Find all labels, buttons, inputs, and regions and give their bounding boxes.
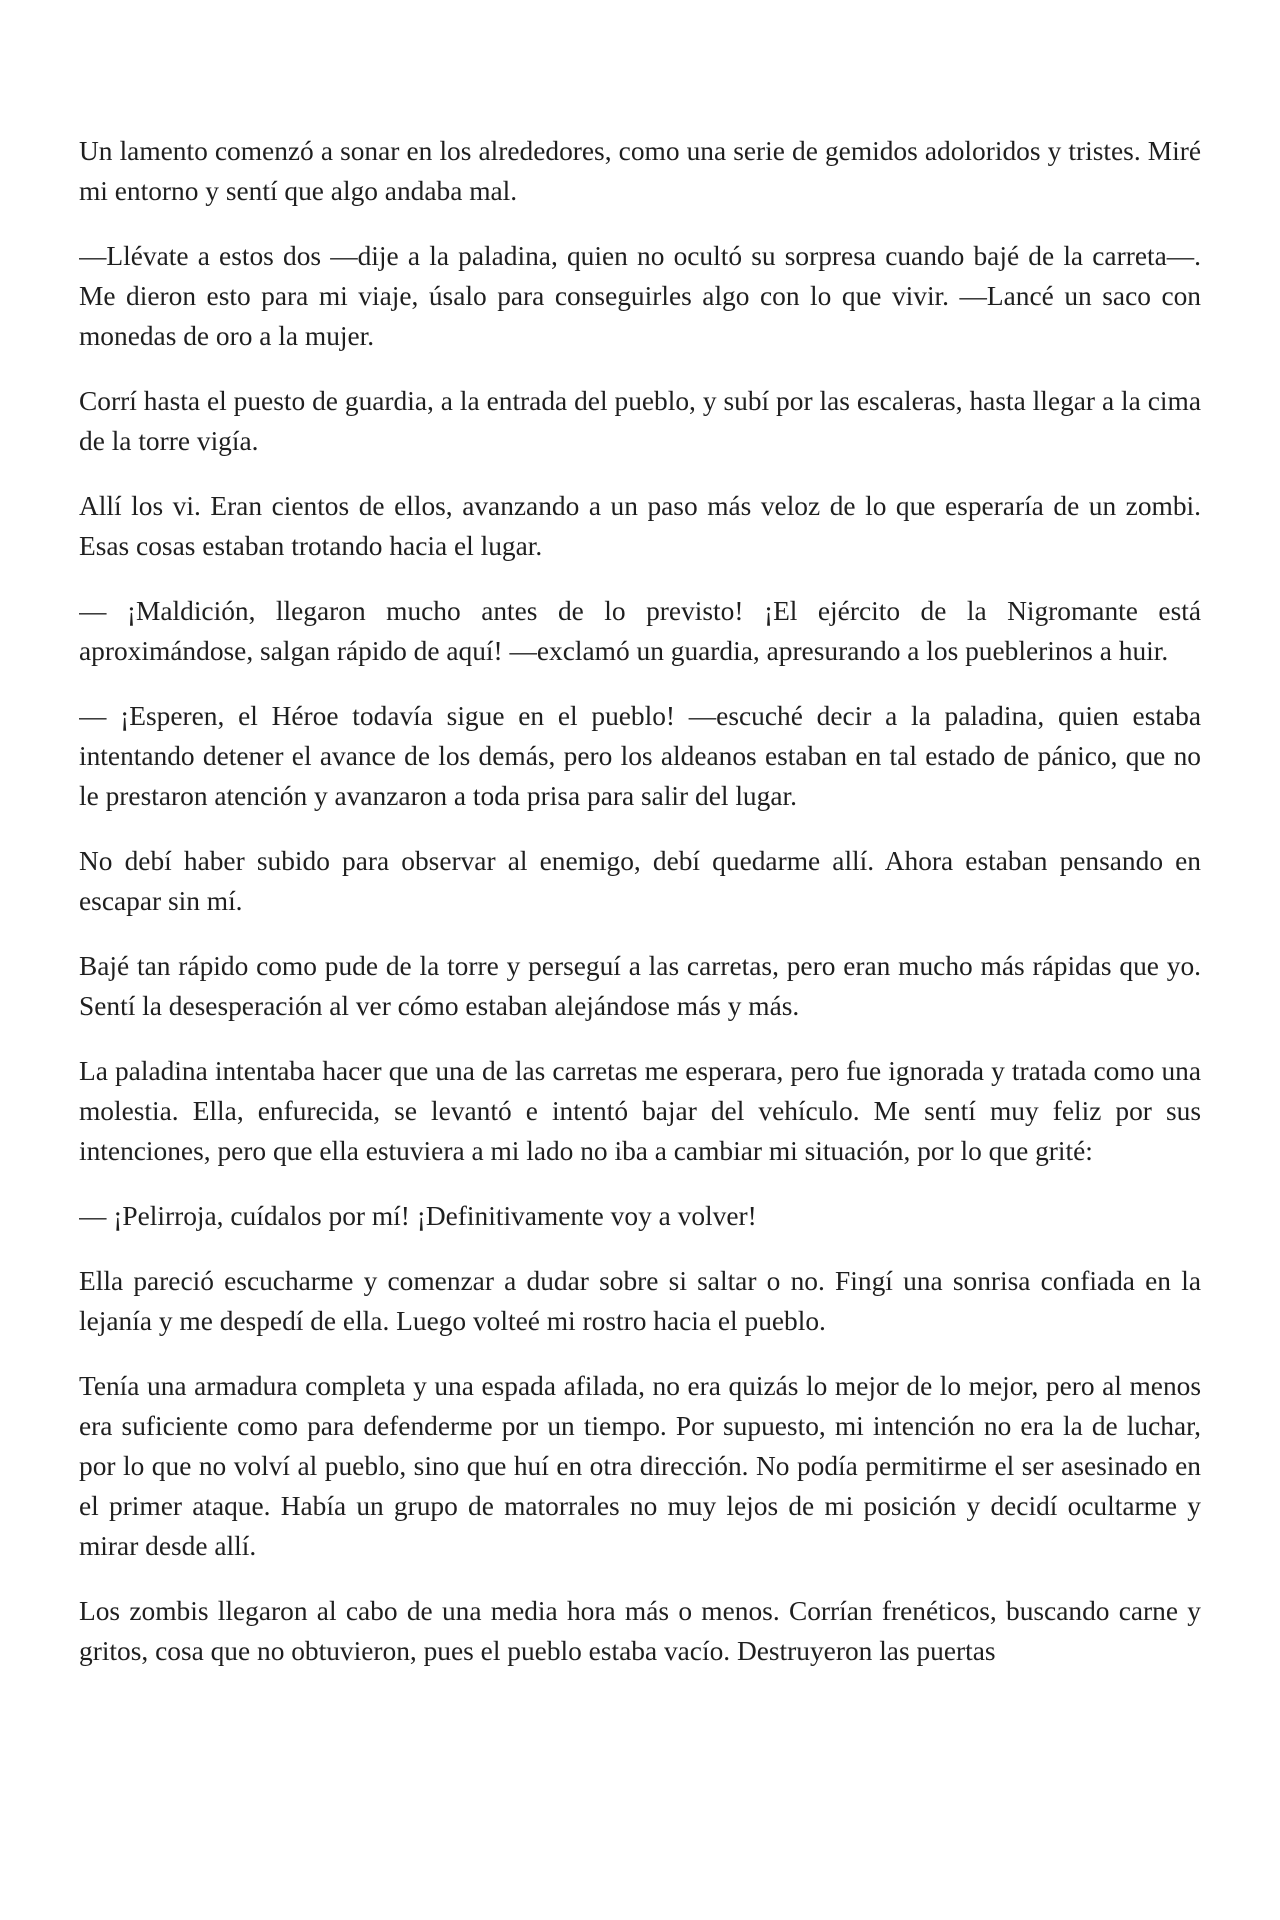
document-page — [79, 131, 1201, 1891]
paragraph: —Llévate a estos dos —dije a la paladina, quien no ocultó su sorpresa cuando bajé de la carreta—. Me dieron esto para mi viaje, úsalo para conseguirles algo con lo que vivir. —Lancé un saco con monedas de oro a la mujer. — [79, 241, 1201, 351]
paragraph: La paladina intentaba hacer que una de las carretas me esperara, pero fue ignorada y tratada como una molestia. Ella, enfurecida, se levantó e intentó bajar del vehículo. Me sentí muy feliz por sus intenciones, pero que ella estuviera a mi lado no iba a cambiar mi situación, por lo que grité: — [79, 1056, 1201, 1166]
paragraph: — ¡Esperen, el Héroe todavía sigue en el pueblo! —escuché decir a la paladina, quien estaba intentando detener el avance de los demás, pero los aldeanos estaban en tal estado de pánico, que no le prestaron atención y avanzaron a toda prisa para salir del lugar. — [79, 701, 1201, 811]
paragraph: Bajé tan rápido como pude de la torre y perseguí a las carretas, pero eran mucho más rápidas que yo. Sentí la desesperación al ver cómo estaban alejándose más y más. — [79, 951, 1201, 1021]
paragraph: — ¡Maldición, llegaron mucho antes de lo previsto! ¡El ejército de la Nigromante está aproximándose, salgan rápido de aquí! —exclamó un guardia, apresurando a los pueblerinos a huir. — [79, 596, 1201, 666]
paragraph: — ¡Pelirroja, cuídalos por mí! ¡Definitivamente voy a volver! — [79, 1201, 757, 1231]
paragraph: Un lamento comenzó a sonar en los alrededores, como una serie de gemidos adoloridos y tristes. Miré mi entorno y sentí que algo andaba mal. — [79, 136, 1201, 206]
paragraph: Los zombis llegaron al cabo de una media hora más o menos. Corrían frenéticos, buscando carne y gritos, cosa que no obtuvieron, pues el pueblo estaba vacío. Destruyeron las puertas — [79, 1596, 1201, 1666]
paragraph: No debí haber subido para observar al enemigo, debí quedarme allí. Ahora estaban pensando en escapar sin mí. — [79, 846, 1201, 916]
paragraph: Allí los vi. Eran cientos de ellos, avanzando a un paso más veloz de lo que esperaría de un zombi. Esas cosas estaban trotando hacia el lugar. — [79, 491, 1201, 561]
paragraph: Ella pareció escucharme y comenzar a dudar sobre si saltar o no. Fingí una sonrisa confiada en la lejanía y me despedí de ella. Luego volteé mi rostro hacia el pueblo. — [79, 1266, 1201, 1336]
paragraph: Tenía una armadura completa y una espada afilada, no era quizás lo mejor de lo mejor, pero al menos era suficiente como para defenderme por un tiempo. Por supuesto, mi intención no era la de luchar, por lo que no volví al pueblo, sino que huí en otra dirección. No podía permitirme el ser asesinado en el primer ataque. Había un grupo de matorrales no muy lejos de mi posición y decidí ocultarme y mirar desde allí. — [79, 1371, 1201, 1561]
paragraph: Corrí hasta el puesto de guardia, a la entrada del pueblo, y subí por las escaleras, hasta llegar a la cima de la torre vigía. — [79, 386, 1201, 456]
